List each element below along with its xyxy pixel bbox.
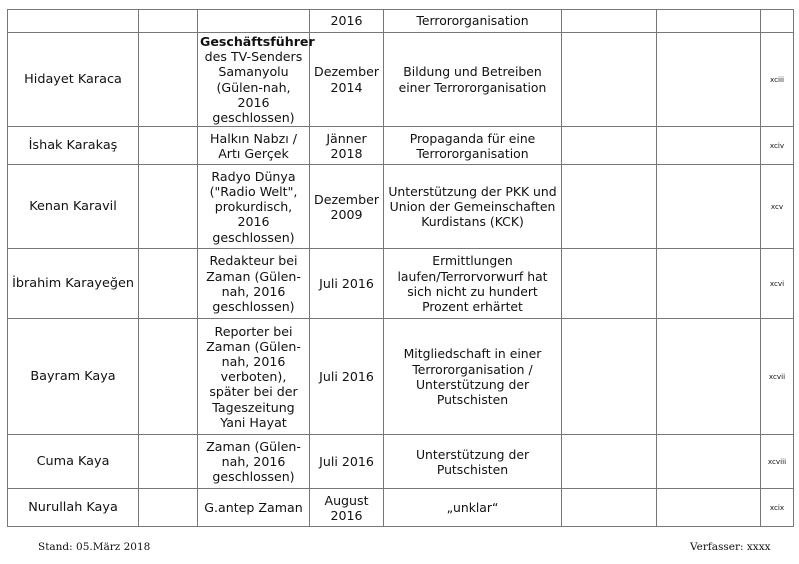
table-row [8,489,794,527]
date-cell: Juli 2016 [310,319,384,435]
empty-cell [139,165,198,249]
outlet-cell [198,127,310,165]
empty-cell [657,33,761,127]
outlet-cell [198,165,310,249]
outlet-cell [198,435,310,489]
endnote-marker: xcviii [761,435,794,489]
empty-cell [139,319,198,435]
empty-cell [562,33,657,127]
date-cell: Juli 2016 [310,435,384,489]
footer-author: Verfasser: xxxx [690,541,771,553]
empty-cell [139,435,198,489]
empty-cell [562,10,657,33]
outlet-cell [198,10,310,33]
charge-cell: Ermittlungen laufen/Terrorvorwurf hat sich nicht zu hundert Prozent erhärtet [384,249,562,319]
table-row [8,435,794,489]
charge-cell: Unterstützung der Putschisten [384,435,562,489]
outlet-cell [198,33,315,127]
empty-cell [139,127,198,165]
outlet-text: des TV-Senders Samanyolu (Gülen-nah, 2016 geschlossen) [204,49,303,126]
outlet-text: Reporter bei Zaman (Gülen-nah, 2016 verboten), später bei der Tageszeitung Yani Hayat [206,323,301,430]
empty-cell [139,249,198,319]
empty-cell [657,249,761,319]
empty-cell [562,489,657,527]
name-cell: İbrahim Karayeğen [8,249,139,319]
name-cell: Cuma Kaya [8,435,139,489]
charge-cell: Terrororganisation [384,10,562,33]
outlet-cell [198,489,310,527]
endnote-marker: xcix [761,489,794,527]
empty-cell [562,435,657,489]
outlet-cell [198,319,310,435]
empty-cell [139,10,198,33]
name-cell: Nurullah Kaya [8,489,139,527]
table-row [8,165,794,249]
date-cell: 2016 [310,10,384,33]
date-cell: Dezember 2014 [310,33,384,127]
table-row [8,319,794,435]
empty-cell [139,489,198,527]
outlet-text: Zaman (Gülen-nah, 2016 geschlossen) [206,438,301,485]
name-cell: İshak Karakaş [8,127,139,165]
empty-cell [139,33,198,127]
name-cell: Hidayet Karaca [8,33,139,127]
charge-cell: Unterstützung der PKK und Union der Gemeinschaften Kurdistans (KCK) [384,165,562,249]
empty-cell [562,165,657,249]
empty-cell [657,165,761,249]
empty-cell [562,249,657,319]
empty-cell [657,10,761,33]
endnote-marker: xciv [761,127,794,165]
date-cell: Dezember 2009 [310,165,384,249]
charge-cell: Bildung und Betreiben einer Terrororganisation [384,33,562,127]
name-cell [8,10,139,33]
table-row [8,10,794,33]
outlet-text: Halkın Nabzı / Artı Gerçek [210,130,297,161]
empty-cell [562,127,657,165]
outlet-text: Radyo Dünya ("Radio Welt", prokurdisch, 2016 geschlossen) [209,168,298,245]
endnote-marker: xcv [761,165,794,249]
endnote-marker: xciii [761,33,794,127]
charge-cell: Propaganda für eine Terrororganisation [384,127,562,165]
empty-cell [562,319,657,435]
table-row [8,249,794,319]
table-row [8,127,794,165]
charge-cell: „unklar“ [384,489,562,527]
date-cell: Jänner 2018 [310,127,384,165]
endnote-marker [761,10,794,33]
name-cell: Kenan Karavil [8,165,139,249]
journalists-table [7,9,794,527]
empty-cell [657,435,761,489]
outlet-cell [198,249,310,319]
footer-date: Stand: 05.März 2018 [38,541,151,553]
outlet-text: Redakteur bei Zaman (Gülen-nah, 2016 geschlossen) [206,253,301,314]
charge-cell: Mitgliedschaft in einer Terrororganisation / Unterstützung der Putschisten [384,319,562,435]
empty-cell [657,489,761,527]
name-cell: Bayram Kaya [8,319,139,435]
date-cell: August 2016 [310,489,384,527]
date-cell: Juli 2016 [310,249,384,319]
empty-cell [657,319,761,435]
empty-cell [657,127,761,165]
endnote-marker: xcvii [761,319,794,435]
table-row [8,33,794,127]
outlet-bold: Geschäftsführer [200,34,315,49]
outlet-text: G.antep Zaman [204,500,303,516]
endnote-marker: xcvi [761,249,794,319]
